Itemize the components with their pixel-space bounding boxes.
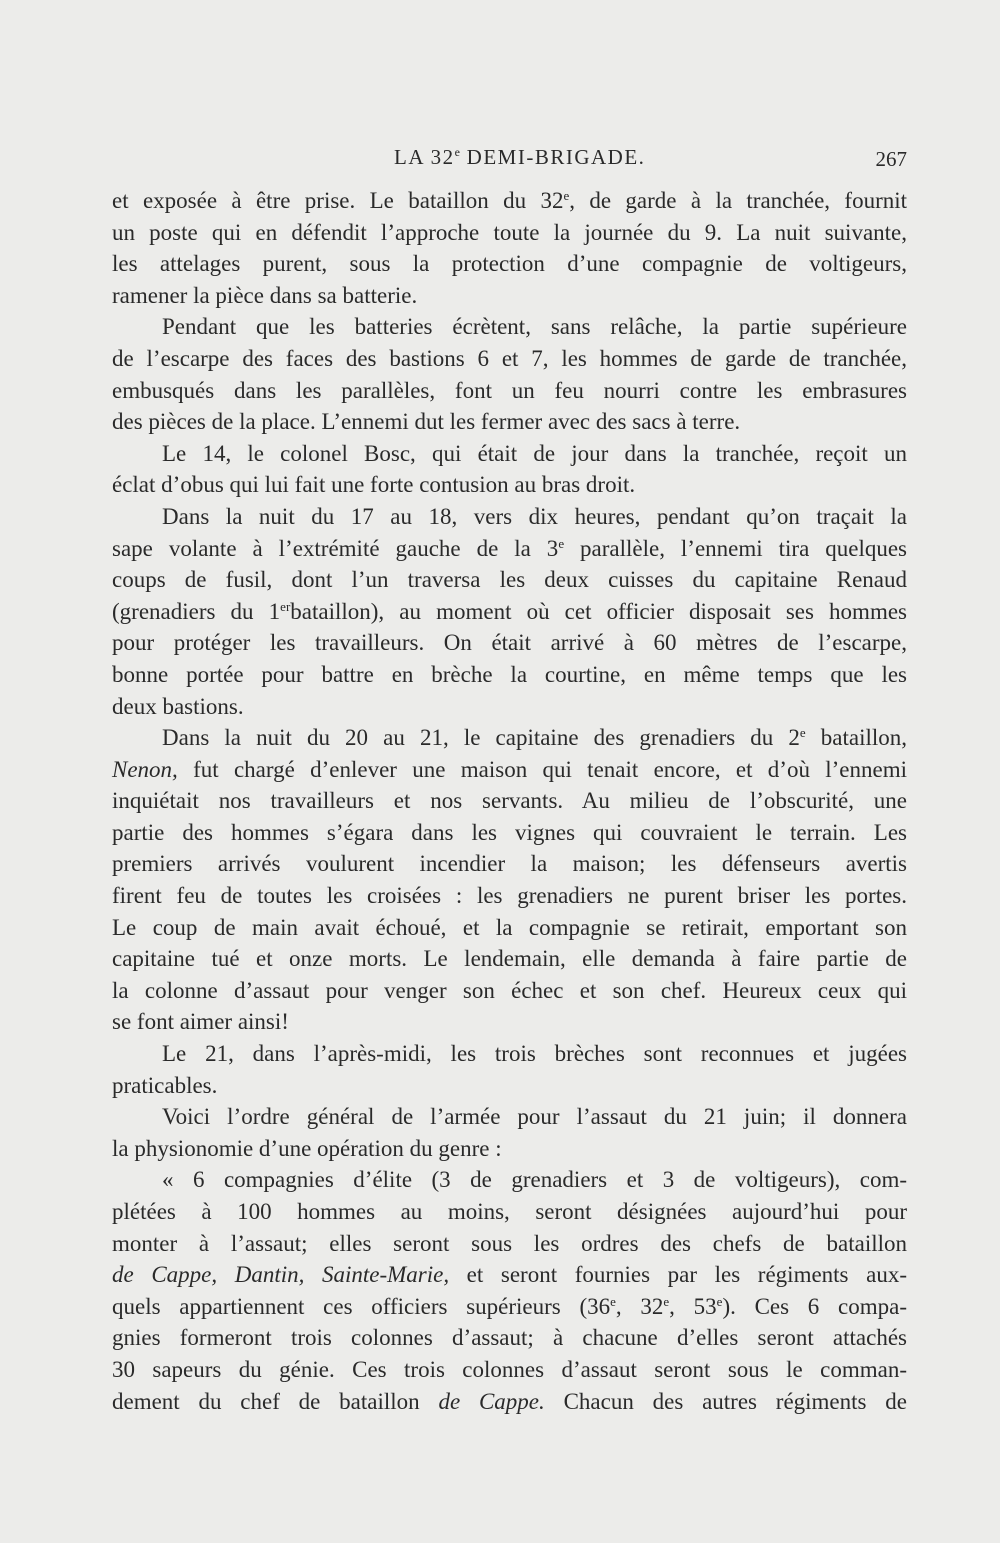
text-line: se font aimer ainsi! [112,1009,289,1035]
text-line: un poste qui en défendit l’approche toute la journée du 9. La nuit suivante, [112,219,907,245]
text-line: deux bastions. [112,693,244,719]
text-line: (grenadiers du 1erbataillon), au moment où cet officier disposait ses hommes [112,598,908,624]
text-line: de Cappe, Dantin, Sainte-Marie, et seront fournies par les régiments aux- [112,1262,907,1288]
text-line: praticables. [112,1072,218,1098]
text-line: Le coup de main avait échoué, et la compagnie se retirait, emportant son [112,914,907,940]
running-head [394,145,645,170]
page-header [112,145,907,175]
page-number: 267 [875,147,907,171]
text-line: partie des hommes s’égara dans les vignes qui couvraient le terrain. Les [112,819,907,845]
text-line: Dans la nuit du 17 au 18, vers dix heures, pendant qu’on traçait la [162,503,907,529]
text-line: firent feu de toutes les croisées : les grenadiers ne purent briser les portes. [112,883,907,909]
text-line: inquiétait nos travailleurs et nos servants. Au milieu de l’obscurité, une [112,788,907,814]
text-line: premiers arrivés voulurent incendier la maison; les défenseurs avertis [112,851,907,877]
text-line: Nenon, fut chargé d’enlever une maison qui tenait encore, et d’où l’ennemi [112,756,907,782]
text-line: coups de fusil, dont l’un traversa les deux cuisses du capitaine Renaud [112,567,907,593]
text-line: bonne portée pour battre en brèche la courtine, en même temps que les [112,661,907,687]
text-line: dement du chef de bataillon de Cappe. Chacun des autres régiments de [112,1388,907,1414]
text-line: Le 14, le colonel Bosc, qui était de jour dans la tranchée, reçoit un [162,440,907,466]
text-line: Le 21, dans l’après-midi, les trois brèches sont reconnues et jugées [162,1041,907,1067]
text-line: les attelages purent, sous la protection d’une compagnie de voltigeurs, [112,251,907,277]
running-head-suffix: DEMI-BRIGADE. [459,145,646,169]
text-line: et exposée à être prise. Le bataillon du 32e, de garde à la tranchée, fournit [112,188,908,213]
text-line: de l’escarpe des faces des bastions 6 et 7, les hommes de garde de tranchée, [112,345,907,371]
text-line: la colonne d’assaut pour venger son échec et son chef. Heureux ceux qui [112,977,907,1003]
text-line: des pièces de la place. L’ennemi dut les fermer avec des sacs à terre. [112,409,741,435]
text-line: pour protéger les travailleurs. On était arrivé à 60 mètres de l’escarpe, [112,630,907,656]
text-line: plétées à 100 hommes au moins, seront désignées aujourd’hui pour [112,1199,907,1224]
running-head-sup: e [454,145,460,159]
text-line: monter à l’assaut; elles seront sous les ordres des chefs de bataillon [112,1230,907,1256]
text-line: Voici l’ordre général de l’armée pour l’assaut du 21 juin; il donnera [162,1104,907,1130]
text-line: sape volante à l’extrémité gauche de la 3e parallèle, l’ennemi tira quelques [112,535,907,561]
body-text [112,185,907,1417]
text-line: ramener la pièce dans sa batterie. [112,282,418,308]
text-line: éclat d’obus qui lui fait une forte contusion au bras droit. [112,472,636,498]
text-line: « 6 compagnies d’élite (3 de grenadiers et 3 de voltigeurs), com- [162,1167,907,1193]
text-line: la physionomie d’une opération du genre : [112,1135,502,1161]
text-line: capitaine tué et onze morts. Le lendemain, elle demanda à faire partie de [112,946,907,972]
running-head-prefix: LA 32 [394,145,455,169]
text-line: 30 sapeurs du génie. Ces trois colonnes d’assaut seront sous le comman- [112,1356,907,1382]
text-line: gnies formeront trois colonnes d’assaut; à chacune d’elles seront attachés [112,1325,907,1351]
text-line: Dans la nuit du 20 au 21, le capitaine des grenadiers du 2e bataillon, [162,725,908,751]
text-line: quels appartiennent ces officiers supérieurs (36e, 32e, 53e). Ces 6 compa- [112,1293,907,1319]
text-line: Pendant que les batteries écrètent, sans relâche, la partie supérieure [162,314,907,340]
text-line: embusqués dans les parallèles, font un feu nourri contre les embrasures [112,377,907,403]
